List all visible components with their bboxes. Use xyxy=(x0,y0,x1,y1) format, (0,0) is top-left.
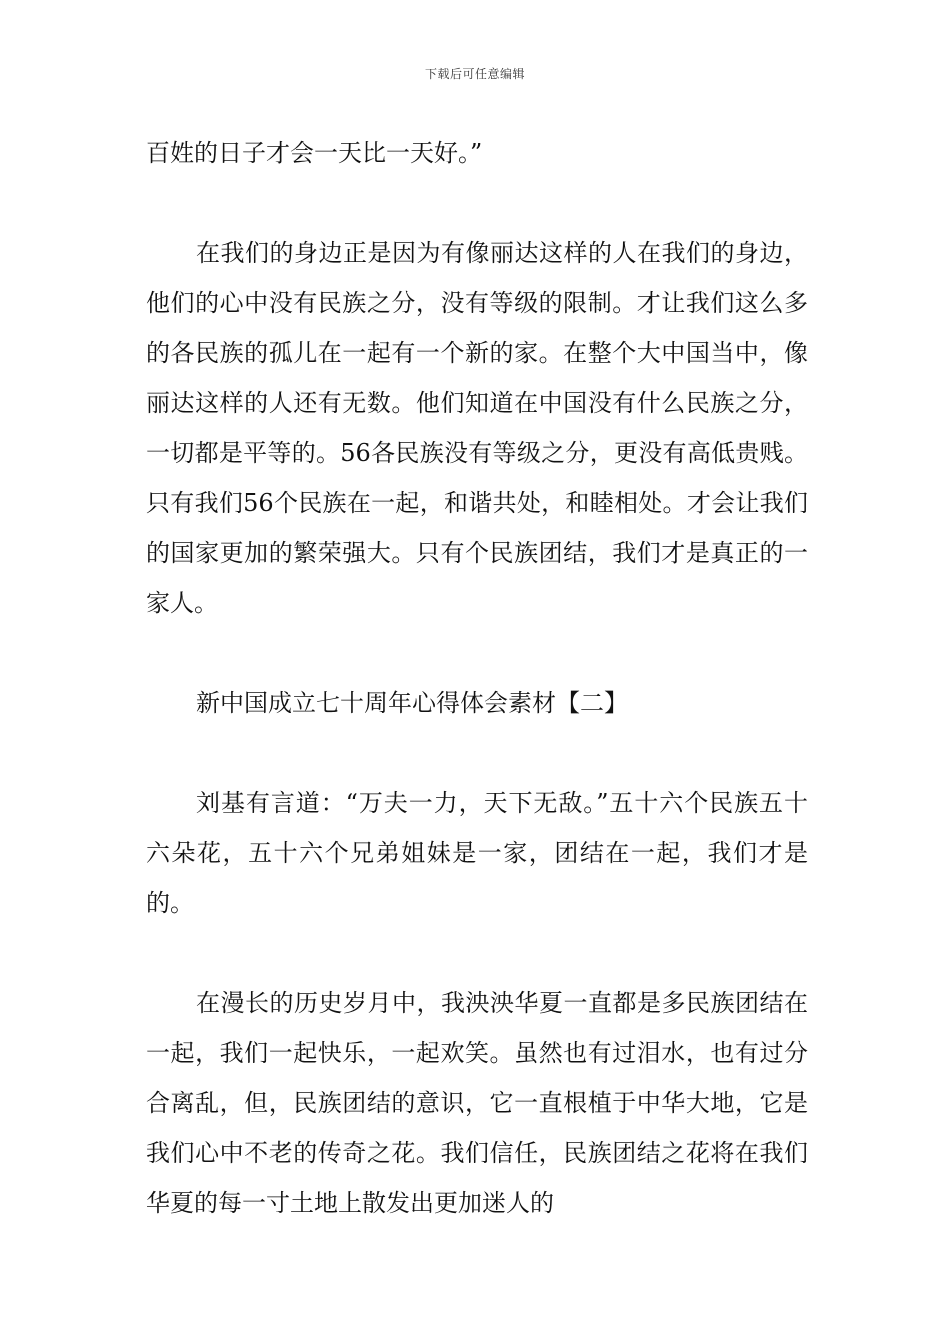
paragraph-continuation: 百姓的日子才会一天比一天好。” xyxy=(146,139,483,167)
paragraph-gap xyxy=(146,628,808,678)
paragraph: 在我们的身边正是因为有像丽达这样的人在我们的身边，他们的心中没有民族之分，没有等级的限制。才让我们这么多的各民族的孤儿在一起有一个新的家。在整个大中国当中，像丽达这样的人还有无数。他们知道在中国没有什么民族之分，一切都是平等的。56各民族没有等级之分，更没有高低贵贱。只有我们56个民族在一起，和谐共处，和睦相处。才会让我们的国家更加的繁荣强大。只有个民族团结，我们才是真正的一家人。 xyxy=(146,239,808,617)
header-note: 下载后可任意编辑 xyxy=(424,67,525,81)
paragraph-gap xyxy=(146,178,808,228)
section-heading: 新中国成立七十周年心得体会素材【二】 xyxy=(196,689,628,717)
document-body xyxy=(146,128,808,1228)
paragraph-gap xyxy=(146,728,808,778)
paragraph-gap xyxy=(146,928,808,978)
paragraph: 刘基有言道：“万夫一力，天下无敌。”五十六个民族五十六朵花，五十六个兄弟姐妹是一家，团结在一起，我们才是的。 xyxy=(146,789,808,917)
paragraph: 在漫长的历史岁月中，我泱泱华夏一直都是多民族团结在一起，我们一起快乐，一起欢笑。虽然也有过泪水，也有过分合离乱，但，民族团结的意识，它一直根植于中华大地，它是我们心中不老的传奇之花。我们信任，民族团结之花将在我们华夏的每一寸土地上散发出更加迷人的 xyxy=(146,989,808,1217)
